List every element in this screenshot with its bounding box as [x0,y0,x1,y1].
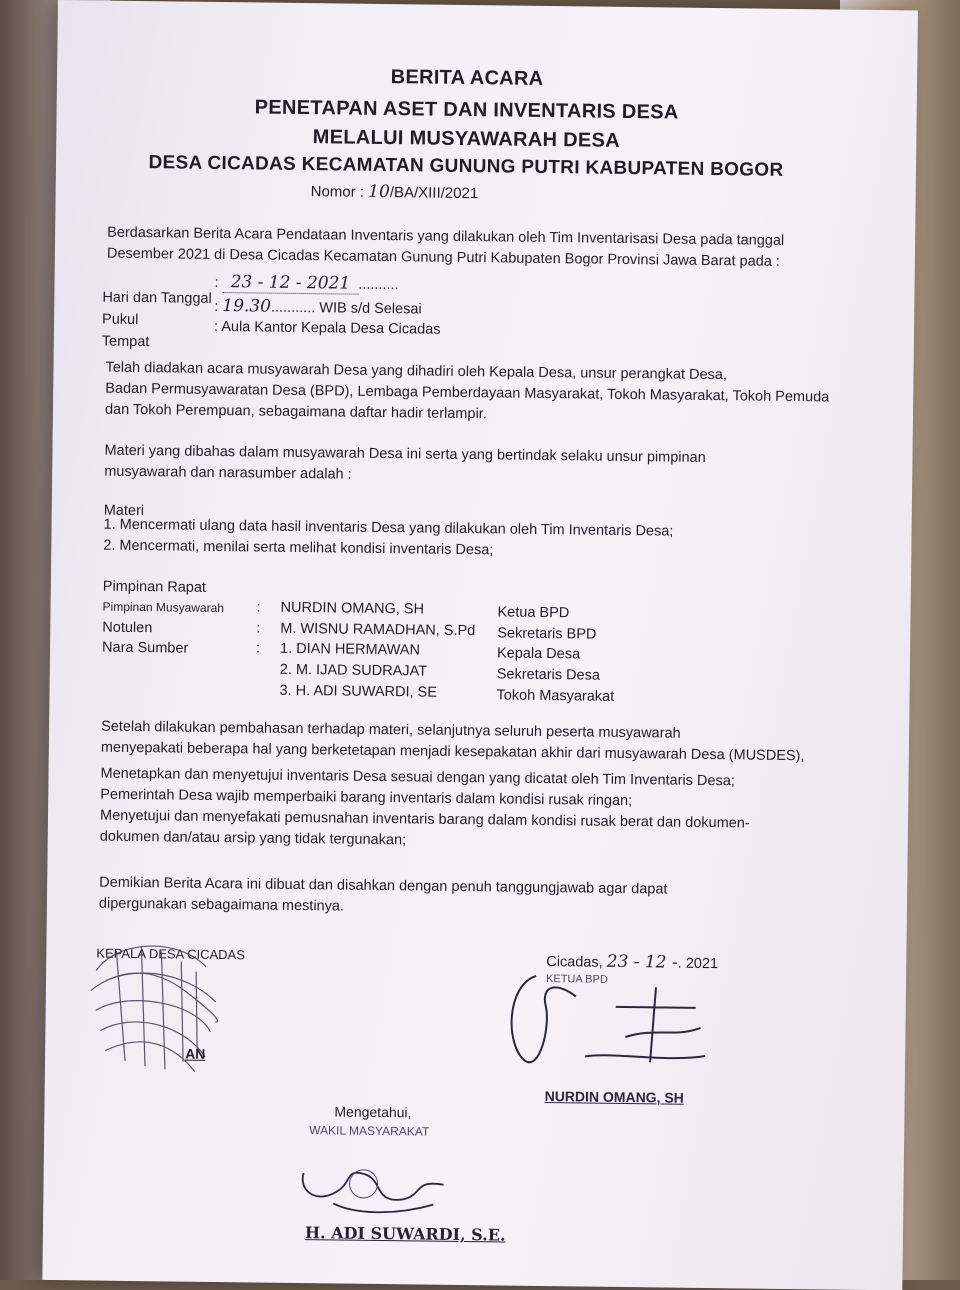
date-handwritten: 23 - 12 - 2021 [222,272,358,295]
materi-item-1: 1. Mencermati ulang data hasil inventaris Desa yang dilakukan oleh Tim Inventaris Desa; [103,516,674,540]
time-handwritten: 19.30 [222,296,272,317]
left-sign-title: KEPALA DESA CICADAS [96,945,246,963]
materi-line-2: musyawarah dan narasumber adalah : [104,463,352,483]
pimpinan-row-3-colon: : [255,640,261,657]
pimpinan-row-1-label: Pimpinan Musyawarah [102,599,225,616]
know-title: WAKIL MASYARAKAT [309,1123,430,1139]
doc-subtitle-2: MELALUI MUSYAWARAH DESA [312,126,621,152]
pimpinan-heading: Pimpinan Rapat [102,578,207,596]
pimpinan-row-5-role: Tokoh Masyarakat [496,687,615,705]
left-sign-name: AN [185,1045,206,1062]
pimpinan-row-5-name: 3. H. ADI SUWARDI, SE [279,682,438,701]
doc-number-handwritten: 10 [368,181,390,203]
attendance-paragraph [105,358,836,430]
doc-number-rest: /BA/XIII/2021 [389,184,479,203]
pimpinan-row-2-colon: : [256,620,261,637]
attendance-line-1: Telah diadakan acara musyawarah Desa yang dihadiri oleh Kepala Desa, unsur perangkat Desa, [105,359,728,384]
closing-line-2: dipergunakan sebagaimana mestinya. [98,895,345,915]
know-name: H. ADI SUWARDI, S.E. [304,1223,506,1245]
result-item-3: Menyetujui dan menyefakati pemusnahan inventaris barang dalam kondisi rusak berat dan dokumen- [99,807,750,832]
doc-number-label: Nomor : [310,183,365,201]
materi-line-1: Materi yang dibahas dalam musyawarah Desa ini serta yang bertindak selaku unsur pimpinan [104,442,706,466]
right-sign-name: NURDIN OMANG, SH [544,1088,684,1106]
time-value: : 19.30........... WIB s/d Selesai [214,296,422,318]
date-value: : 23 - 12 - 2021 .......... [214,272,399,294]
place-label: Tempat [101,333,150,351]
result-paragraph [101,717,831,768]
pimpinan-row-3-name: 1. DIAN HERMAWAN [279,640,421,659]
closing-paragraph [99,873,829,924]
doc-subtitle-1: PENETAPAN ASET DAN INVENTARIS DESA [254,96,679,124]
materi-heading: Materi [103,502,145,520]
pimpinan-row-3-label: Nara Sumber [101,639,189,657]
result-item-1: Menetapkan dan menyetujui inventaris Desa sesuai dengan yang dicatat oleh Tim Inventaris Desa; [100,765,735,790]
pimpinan-row-2-role: Sekretaris BPD [497,625,597,643]
sign-place-date: Cicadas, 23 - 12 -. 2021 [546,951,719,973]
closing-line-1: Demikian Berita Acara ini dibuat dan disahkan dengan penuh tanggungjawab agar dapat [99,874,668,898]
intro-line-1: Berdasarkan Berita Acara Pendataan Inventaris yang dilakukan oleh Tim Inventarisasi Desa pada tanggal [107,224,785,249]
pimpinan-row-3-role: Kepala Desa [496,645,581,663]
bpd-signature [465,965,716,1078]
result-line-2: menyepakati beberapa hal yang berketetapan menjadi kesepakatan akhir dari musyawarah Desa (MUSDES), [100,739,805,765]
time-label: Pukul [102,311,139,329]
doc-title: BERITA ACARA [390,66,544,90]
materi-paragraph [104,441,834,492]
place-value: : Aula Kantor Kepala Desa Cicadas [213,318,441,338]
doc-subtitle-3: DESA CICADAS KECAMATAN GUNUNG PUTRI KABUPATEN BOGOR [148,152,784,181]
right-sign-title: KETUA BPD [546,973,608,986]
date-label: Hari dan Tanggal [102,289,212,307]
doc-number [311,181,479,203]
intro-line-2: Desember 2021 di Desa Cicadas Kecamatan Gunung Putri Kabupaten Bogor Provinsi Jawa Barat pada : [106,245,780,270]
pimpinan-row-2-name: M. WISNU RAMADHAN, S.Pd [280,620,476,640]
result-item-4: dokumen dan/atau arsip yang tidak tergunakan; [99,828,407,849]
result-line-1: Setelah dilakukan pembahasan terhadap materi, selanjutnya seluruh peserta musyawarah [101,718,681,742]
results-list [100,764,831,857]
document-page [42,0,918,1290]
village-stamp-seal [85,930,227,1082]
know-label: Mengetahui, [334,1103,412,1121]
pimpinan-row-1-role: Ketua BPD [497,604,570,622]
attendance-line-2: Badan Permusyawaratan Desa (BPD), Lembaga Pemberdayaan Masyarakat, Tokoh Masyarakat, Tokoh Pemuda [105,380,830,406]
materi-item-2: 2. Mencermati, menilai serta melihat kondisi inventaris Desa; [103,537,494,559]
pimpinan-row-4-role: Sekretaris Desa [496,666,601,684]
community-signature [293,1143,484,1235]
attendance-line-3: dan Tokoh Perempuan, sebagaimana daftar hadir terlampir. [104,401,487,423]
intro-paragraph [107,223,837,274]
pimpinan-row-1-name: NURDIN OMANG, SH [280,599,425,618]
pimpinan-row-2-label: Notulen [102,619,153,637]
result-item-2: Pemerintah Desa wajib memperbaiki barang inventaris dalam kondisi rusak ringan; [100,786,633,810]
pimpinan-row-4-name: 2. M. IJAD SUDRAJAT [279,661,428,680]
pimpinan-row-1-colon: : [256,599,261,616]
sign-date-handwritten: 23 - 12 - [606,951,678,973]
